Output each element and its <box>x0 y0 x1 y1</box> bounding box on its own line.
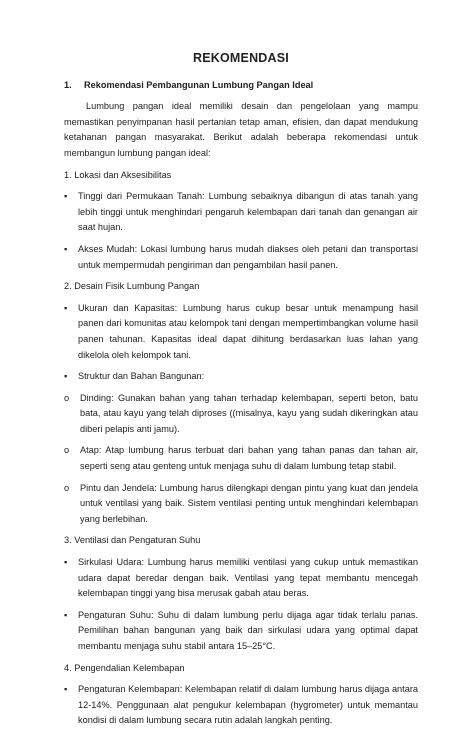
sub-item-marker: o <box>64 445 70 456</box>
sub-item-text: Pintu dan Jendela: Lumbung harus dilengkapi dengan pintu yang kuat dan jendela untuk ventilasi yang baik. Sistem ventilasi penting untuk menghindari kelembapan yang berlebihan. <box>80 482 418 524</box>
bullet-item <box>64 189 418 236</box>
document-title: REKOMENDASI <box>193 51 289 65</box>
main-heading <box>64 78 418 94</box>
sub-item-text: Atap: Atap lumbung harus terbuat dari bahan yang tahan panas dan tahan air, seperti seng atau genteng untuk menjaga suhu di dalam lumbung tetap stabil. <box>80 445 418 472</box>
bullet-marker: ▪ <box>64 243 68 254</box>
bullet-marker: ▪ <box>64 302 68 313</box>
main-heading-text: Rekomendasi Pembangunan Lumbung Pangan Ideal <box>84 79 314 90</box>
intro-paragraph: Lumbung pangan ideal memiliki desain dan pengelolaan yang mampu memastikan penyimpanan hasil pertanian tetap aman, efisien, dan dapat mendukung ketahanan pangan masyarakat. Berikut adalah beberapa rekomendasi untuk membangun lumbung pangan ideal: <box>64 101 418 158</box>
bullet-item <box>64 301 418 363</box>
bullet-text: Pengaturan Kelembapan: Kelembapan relatif di dalam lumbung harus dijaga antara 12-14%. Penggunaan alat pengukur kelembapan (hygrometer) untuk memantau kondisi di dalam lumbung secara rutin adalah langkah penting. <box>78 684 418 726</box>
bullet-text: Ukuran dan Kapasitas: Lumbung harus cukup besar untuk menampung hasil panen dari komunitas atau kelompok tani dengan mempertimbangkan volume hasil panen tahunan. Kapasitas ideal dapat dihitung berdasarkan luas lahan yang dikelola oleh kelompok tani. <box>78 302 418 360</box>
bullet-text: Akses Mudah: Lokasi lumbung harus mudah diakses oleh petani dan transportasi untuk mempermudah pengiriman dan pengambilan hasil panen. <box>78 243 418 270</box>
bullet-text: Sirkulasi Udara: Lumbung harus memiliki ventilasi yang cukup untuk memastikan udara dapat beredar dengan baik. Ventilasi yang tepat membantu mencegah kelembapan tinggi yang bisa merusak gabah atau beras. <box>78 557 418 599</box>
sub-item <box>64 481 418 528</box>
bullet-item <box>64 369 418 385</box>
bullet-text: Struktur dan Bahan Bangunan: <box>78 371 205 382</box>
bullet-marker: ▪ <box>64 684 68 695</box>
sub-item-marker: o <box>64 392 70 403</box>
bullet-item <box>64 555 418 602</box>
bullet-text: Pengaturan Suhu: Suhu di dalam lumbung perlu dijaga agar tidak terlalu panas. Pemilihan bahan bangunan yang baik dan sirkulasi udara yang optimal dapat membantu menjaga suhu stabil antara 15–25°C. <box>78 609 418 651</box>
section-heading-kelembapan: 4. Pengendalian Kelembapan <box>64 662 185 673</box>
bullet-item <box>64 682 418 729</box>
bullet-item <box>64 242 418 273</box>
section-heading-ventilasi: 3. Ventilasi dan Pengaturan Suhu <box>64 535 201 546</box>
section-heading-desain: 2. Desain Fisik Lumbung Pangan <box>64 281 200 292</box>
bullet-marker: ▪ <box>64 557 68 568</box>
sub-item <box>64 443 418 474</box>
bullet-marker: ▪ <box>64 371 68 382</box>
bullet-marker: ▪ <box>64 609 68 620</box>
bullet-marker: ▪ <box>64 191 68 202</box>
sub-item-text: Dinding: Gunakan bahan yang tahan terhadap kelembapan, seperti beton, batu bata, atau kayu yang telah diproses ((misalnya, kayu yang sudah dikeringkan atau diberi pelapis anti jamu). <box>80 392 418 434</box>
bullet-item <box>64 608 418 655</box>
bullet-text: Tinggi dari Permukaan Tanah: Lumbung sebaiknya dibangun di atas tanah yang lebih tinggi untuk menghindari pengaruh kelembapan dari tanah dan genangan air saat hujan. <box>78 191 418 233</box>
main-heading-number: 1. <box>64 79 72 90</box>
sub-item-marker: o <box>64 482 70 493</box>
sub-item <box>64 391 418 438</box>
section-heading-lokasi: 1. Lokasi dan Aksesibilitas <box>64 169 172 180</box>
